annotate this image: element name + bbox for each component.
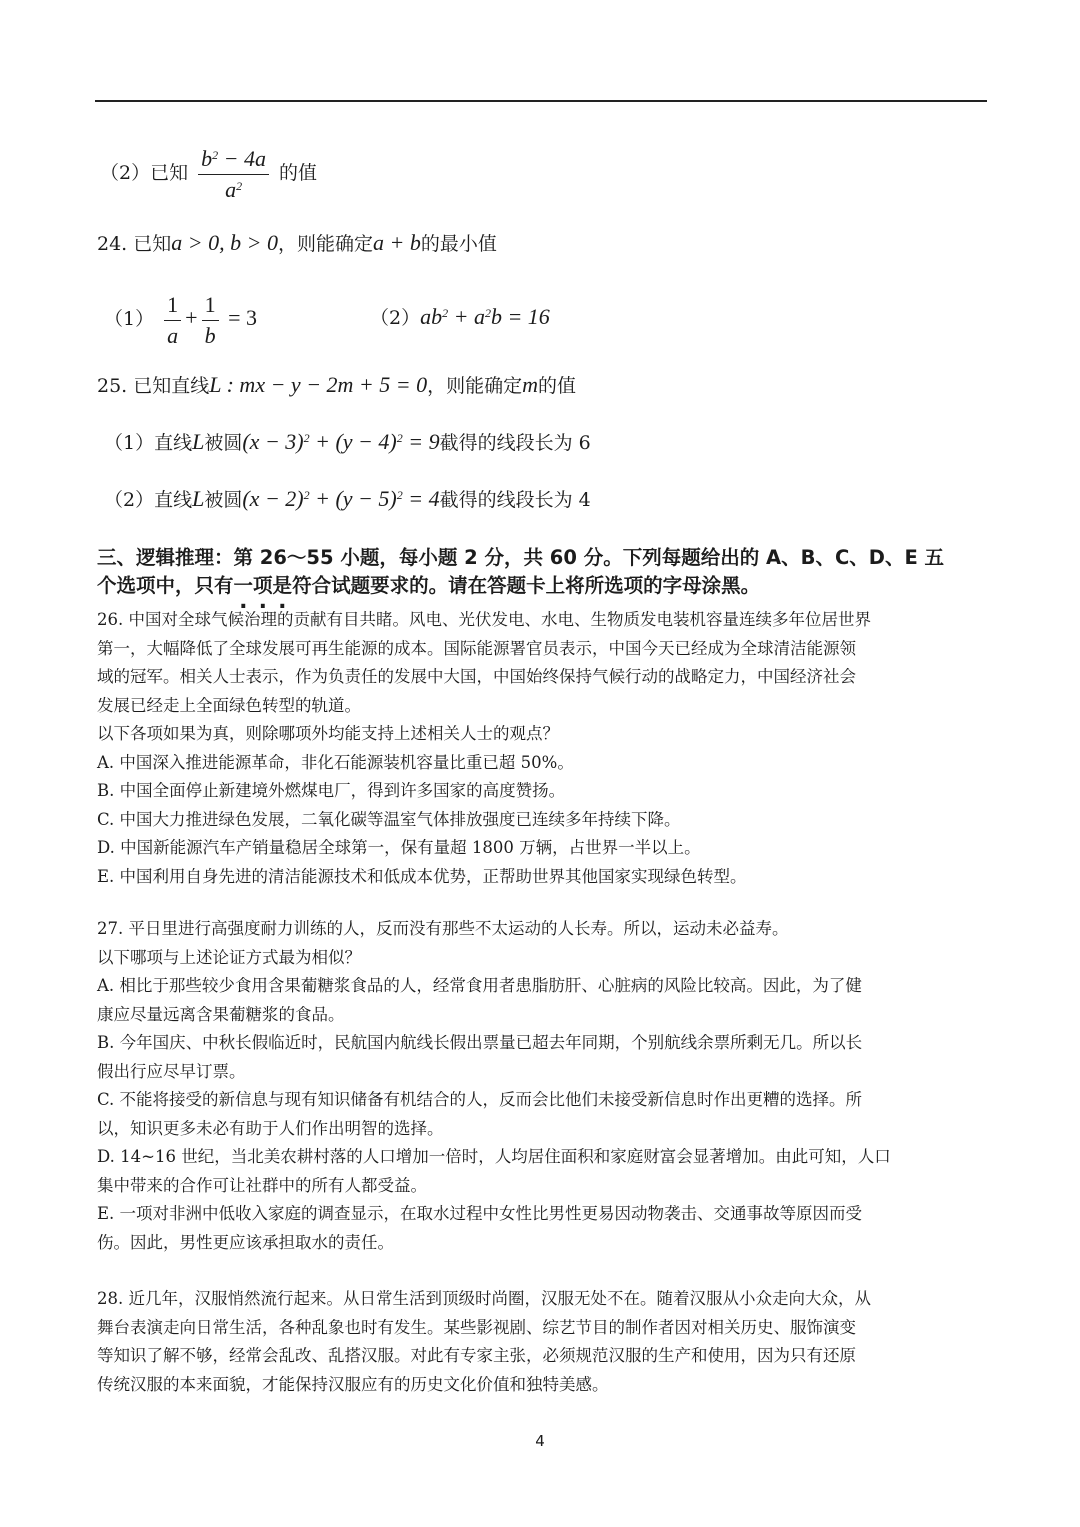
q26-option-a: A. 中国深入推进能源革命，非化石能源装机容量比重已超 50%。 bbox=[97, 752, 574, 772]
q27-option-b: B. 今年国庆、中秋长假临近时，民航国内航线长假出票量已超去年同期，个别航线余票所剩无几。所以长 bbox=[97, 1033, 863, 1052]
q23-part2 bbox=[100, 143, 317, 205]
section3-heading-line1: 三、逻辑推理：第 26～55 小题，每小题 2 分，共 60 分。下列每题给出的 A、B、C、D、E 五 bbox=[97, 546, 945, 569]
q25-option1: （1）直线L被圆$(x - 3)^2 + (y - 4)^2 = 9$截得的线段长为 6 bbox=[104, 429, 591, 454]
q24-stem: 24. 已知a > 0, b > 0，则能确定a + b的最小值 bbox=[97, 230, 497, 255]
q24-option1: （1） $\frac{1}{a}$ + $\frac{1}{b}$ = 3 bbox=[104, 288, 257, 351]
header-rule bbox=[95, 100, 987, 102]
q26-line: 发展已经走上全面绿色转型的轨道。 bbox=[97, 695, 361, 715]
q26-line: 26. 中国对全球气候治理的贡献有目共睹。风电、光伏发电、水电、生物质发电装机容量连续多年位居世界 bbox=[97, 610, 871, 629]
q28 bbox=[97, 1285, 987, 1399]
q27-line: 伤。因此，男性更应该承担取水的责任。 bbox=[97, 1232, 394, 1252]
q27-line: 27. 平日里进行高强度耐力训练的人，反而没有那些不太运动的人长寿。所以，运动未必益寿。 bbox=[97, 919, 789, 938]
q27-option-d: D. 14~16 世纪，当北美农耕村落的人口增加一倍时，人均居住面积和家庭财富会显著增加。由此可知，人口 bbox=[97, 1147, 891, 1166]
q26-option-b: B. 中国全面停止新建境外燃煤电厂，得到许多国家的高度赞扬。 bbox=[97, 781, 566, 800]
q26-option-d: D. 中国新能源汽车产销量稳居全球第一，保有量超 1800 万辆，占世界一半以上。 bbox=[97, 838, 701, 857]
q27-line: 康应尽量远离含果葡糖浆的食品。 bbox=[97, 1004, 345, 1024]
q23-part2-label: （2）已知 bbox=[100, 162, 189, 184]
q27-option-a: A. 相比于那些较少食用含果葡糖浆食品的人，经常食用者患脂肪肝、心脏病的风险比较高。因此，为了健 bbox=[97, 976, 862, 995]
page-number: 4 bbox=[535, 1432, 545, 1450]
q25-stem: 25. 已知直线L : mx − y − 2m + 5 = 0，则能确定m的值 bbox=[97, 372, 577, 397]
q27-line: 以，知识更多未必有助于人们作出明智的选择。 bbox=[97, 1118, 444, 1138]
q27-question: 以下哪项与上述论证方式最为相似？ bbox=[97, 947, 361, 967]
q28-line: 28. 近几年，汉服悄然流行起来。从日常生活到顶级时尚圈，汉服无处不在。随着汉服从小众走向大众，从 bbox=[97, 1289, 871, 1308]
q23-part2-suffix: 的值 bbox=[279, 162, 318, 184]
q28-line: 传统汉服的本来面貌，才能保持汉服应有的历史文化价值和独特美感。 bbox=[97, 1374, 609, 1394]
q24-option2: $(2)ab^2 + a^2b = 16$ bbox=[370, 304, 550, 329]
q26-line: 域的冠军。相关人士表示，作为负责任的发展中大国，中国始终保持气候行动的战略定力，中国经济社会 bbox=[97, 667, 856, 686]
q26-question: 以下各项如果为真，则除哪项外均能支持上述相关人士的观点？ bbox=[97, 724, 559, 743]
q26-option-c: C. 中国大力推进绿色发展，二氧化碳等温室气体排放强度已连续多年持续下降。 bbox=[97, 809, 681, 829]
fraction: $\frac{b^2 - 4a}{a^2}$ bbox=[198, 144, 269, 205]
q25-option2: （2）直线L被圆$(x - 2)^2 + (y - 5)^2 = 4$截得的线段长为 4 bbox=[104, 486, 591, 511]
q27-option-e: E. 一项对非洲中低收入家庭的调查显示，在取水过程中女性比男性更易因动物袭击、交通事故等原因而受 bbox=[97, 1204, 863, 1223]
q28-line: 等知识了解不够，经常会乱改、乱搭汉服。对此有专家主张，必须规范汉服的生产和使用，因为只有还原 bbox=[97, 1346, 856, 1365]
q26-line: 第一，大幅降低了全球发展可再生能源的成本。国际能源署官员表示，中国今天已经成为全球清洁能源领 bbox=[97, 638, 856, 658]
q26-option-e: E. 中国利用自身先进的清洁能源技术和低成本优势，正帮助世界其他国家实现绿色转型。 bbox=[97, 866, 747, 886]
fraction-1-over-a: $\frac{1}{a}$ bbox=[164, 290, 181, 351]
q27 bbox=[97, 915, 987, 1257]
fraction-1-over-b: $\frac{1}{b}$ bbox=[202, 290, 219, 351]
q28-line: 舞台表演走向日常生活，各种乱象也时有发生。某些影视剧、综艺节目的制作者因对相关历史、服饰演变 bbox=[97, 1317, 856, 1337]
q27-option-c: C. 不能将接受的新信息与现有知识储备有机结合的人，反而会比他们未接受新信息时作出更糟的选择。所 bbox=[97, 1090, 863, 1109]
q27-line: 集中带来的合作可让社群中的所有人都受益。 bbox=[97, 1175, 427, 1195]
q27-line: 假出行应尽早订票。 bbox=[97, 1061, 246, 1081]
section3-heading-line2: 个选项中，只有一项是符合试题要求的。请在答题卡上将所选项的字母涂黑。 bbox=[97, 574, 761, 597]
q26 bbox=[97, 606, 987, 891]
